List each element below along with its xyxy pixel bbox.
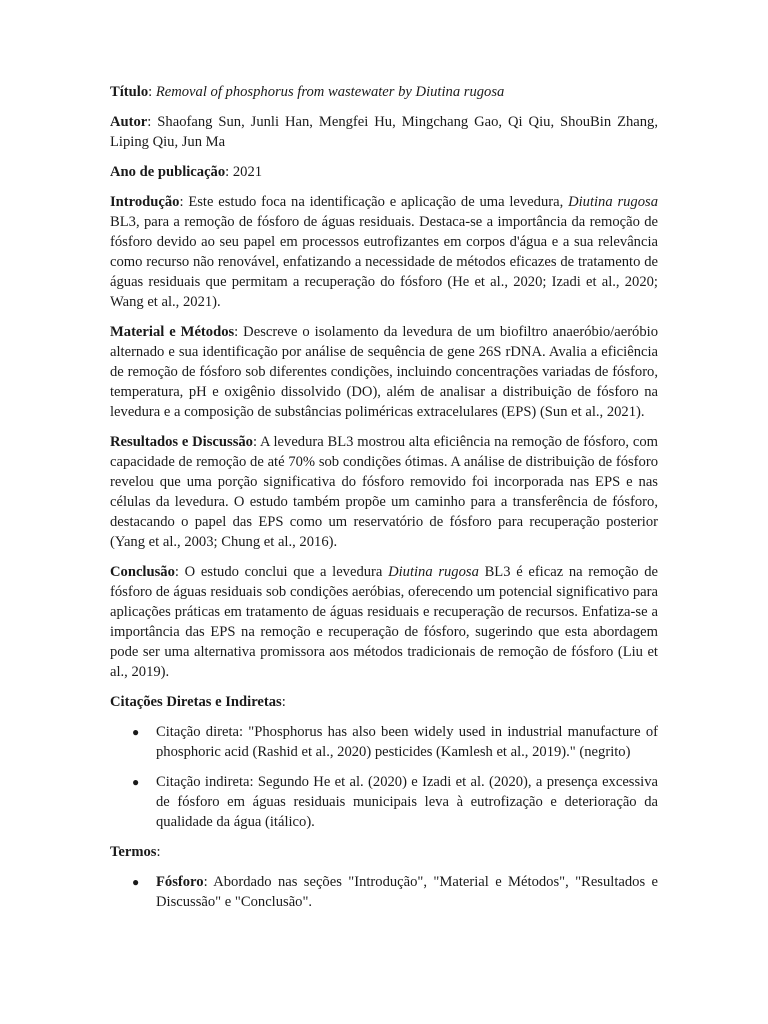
terms-separator: :: [156, 844, 161, 860]
methods-label: Material e Métodos: [110, 324, 235, 340]
term-name: Fósforo: [156, 874, 204, 890]
conclusion-paragraph: [110, 562, 658, 682]
terms-list: [110, 872, 658, 912]
conclusion-species: Diutina rugosa: [388, 564, 479, 580]
citations-heading: [110, 692, 658, 712]
results-paragraph: [110, 432, 658, 552]
introduction-species: Diutina rugosa: [568, 194, 658, 210]
terms-label: Termos: [110, 844, 157, 860]
list-item: [132, 872, 658, 912]
citations-label: Citações Diretas e Indiretas: [110, 694, 282, 710]
term-description: : Abordado nas seções "Introdução", "Material e Métodos", "Resultados e Discussão" e "Conclusão".: [156, 874, 658, 910]
citation-direct-text: Citação direta: "Phosphorus has also been widely used in industrial manufacture of phosphoric acid (Rashid et al., 2020) pesticides (Kamlesh et al., 2019)." (negrito): [156, 724, 658, 760]
conclusion-label: Conclusão: [110, 564, 175, 580]
methods-text: : Descreve o isolamento da levedura de um biofiltro anaeróbio/aeróbio alternado e sua identificação por análise de sequência de gene 26S rDNA. Avalia a eficiência de remoção de fósforo sob diferentes condições, incluindo concentrações variadas de fósforo, temperatura, pH e oxigênio dissolvido (DO), além de analisar a distribuição de fósforo na levedura e a composição de substâncias poliméricas extracelulares (EPS) (Sun et al., 2021).: [110, 324, 658, 420]
citation-indirect-text: Citação indireta: Segundo He et al. (2020) e Izadi et al. (2020), a presença excessiva de fósforo em águas residuais municipais leva à eutrofização e deterioração da qualidade da água (itálico).: [156, 774, 658, 830]
introduction-label: Introdução: [110, 194, 180, 210]
list-item: [132, 772, 658, 832]
author-value: Shaofang Sun, Junli Han, Mengfei Hu, Mingchang Gao, Qi Qiu, ShouBin Zhang, Liping Qiu, Jun Ma: [110, 114, 658, 150]
document-page: [110, 82, 658, 922]
year-separator: :: [225, 164, 233, 180]
year-value: 2021: [232, 164, 263, 180]
title-line: [110, 82, 658, 102]
conclusion-text-end: BL3 é eficaz na remoção de fósforo de águas residuais sob condições aeróbias, oferecendo um potencial significativo para aplicações práticas em tratamento de águas residuais e recuperação de recursos. Enfatiza-se a importância das EPS na remoção e recuperação de fósforo, sugerindo que esta abordagem pode ser uma alternativa promissora aos métodos tradicionais de remoção de fósforo (Liu et al., 2019).: [110, 564, 658, 680]
bullet-icon: ●: [132, 875, 140, 889]
bullet-icon: ●: [132, 775, 140, 789]
citations-separator: :: [281, 694, 286, 710]
author-label: Autor: [110, 114, 148, 130]
year-label: Ano de publicação: [110, 164, 226, 180]
methods-paragraph: [110, 322, 658, 422]
results-label: Resultados e Discussão: [110, 434, 253, 450]
terms-heading: [110, 842, 658, 862]
year-line: [110, 162, 658, 182]
citations-list: [110, 722, 658, 832]
bullet-icon: ●: [132, 725, 140, 739]
list-item: [132, 722, 658, 762]
introduction-text-start: : Este estudo foca na identificação e aplicação de uma levedura,: [179, 194, 569, 210]
title-value: Removal of phosphorus from wastewater by Diutina rugosa: [155, 84, 505, 100]
results-text: : A levedura BL3 mostrou alta eficiência na remoção de fósforo, com capacidade de remoção de até 70% sob condições ótimas. A análise de distribuição de fósforo revelou que uma porção significativa do fósforo removido foi incorporada nas EPS e nas células da levedura. O estudo também propõe um caminho para a transferência de fósforo, destacando o papel das EPS como um reservatório de fósforo para recuperação posterior (Yang et al., 2003; Chung et al., 2016).: [110, 434, 658, 550]
author-separator: :: [147, 114, 158, 130]
title-separator: :: [148, 84, 156, 100]
introduction-paragraph: [110, 192, 658, 312]
introduction-text-end: BL3, para a remoção de fósforo de águas residuais. Destaca-se a importância da remoção de fósforo devido ao seu papel em processos eutrofizantes em corpos d'água e a sua relevância como recurso não renovável, enfatizando a necessidade de métodos eficazes de tratamento de águas residuais que permitam a recuperação do fósforo (He et al., 2020; Izadi et al., 2020; Wang et al., 2021).: [110, 214, 658, 310]
author-line: [110, 112, 658, 152]
title-label: Título: [110, 84, 149, 100]
conclusion-text-start: : O estudo conclui que a levedura: [174, 564, 389, 580]
